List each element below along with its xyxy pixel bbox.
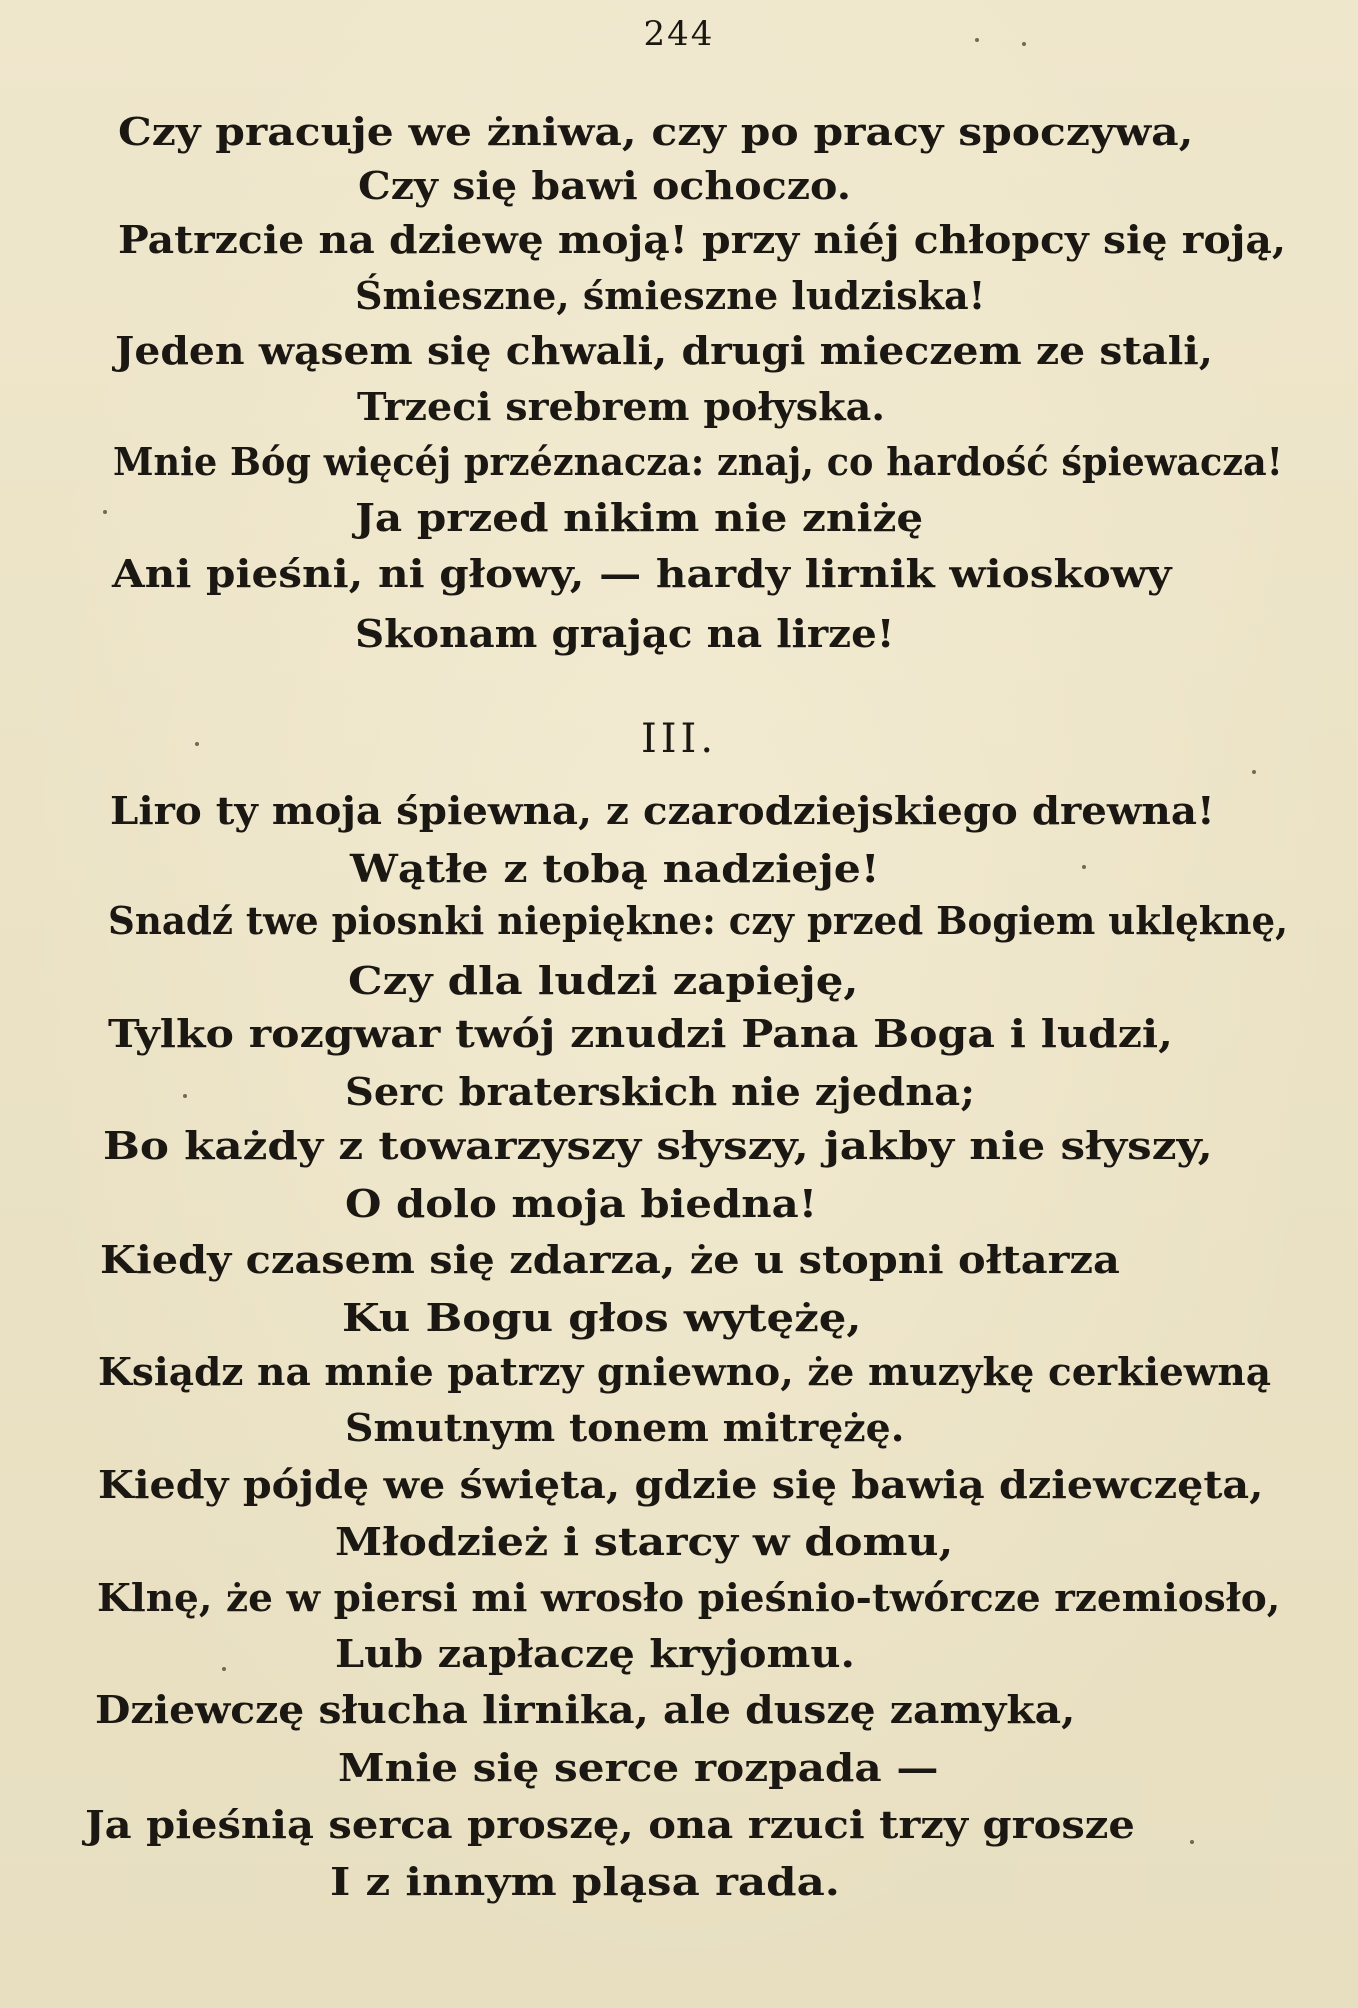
verse-line: Ku Bogu głos wytężę, (342, 1295, 862, 1340)
verse-line: Ksiądz na mnie patrzy gniewno, że muzykę cerkiewną (98, 1349, 1272, 1394)
verse-line: Liro ty moja śpiewna, z czarodziejskiego drewna! (110, 788, 1215, 833)
verse-line: Lub zapłaczę kryjomu. (335, 1631, 855, 1676)
verse-line: Mnie Bóg więcéj przéznacza: znaj, co hardość śpiewacza! (113, 439, 1283, 484)
verse-line: Kiedy pójdę we święta, gdzie się bawią dziewczęta, (98, 1462, 1264, 1507)
verse-line: Klnę, że w piersi mi wrosło pieśnio-twórcze rzemiosło, (97, 1575, 1281, 1620)
verse-line: Trzeci srebrem połyska. (357, 384, 886, 429)
verse-line: Tylko rozgwar twój znudzi Pana Boga i ludzi, (108, 1011, 1173, 1056)
verse-line: Patrzcie na dziewę moją! przy niéj chłopcy się roją, (118, 217, 1287, 262)
verse-line: Dziewczę słucha lirnika, ale duszę zamyka, (95, 1687, 1076, 1732)
paper-speck (222, 1667, 226, 1671)
paper-speck (1082, 865, 1086, 869)
paper-speck (975, 38, 979, 42)
page-number: 244 (643, 14, 715, 54)
verse-line: Jeden wąsem się chwali, drugi mieczem ze stali, (115, 328, 1214, 373)
section-heading: III. (640, 716, 718, 762)
paper-speck (183, 1094, 187, 1098)
verse-line: Wątłe z tobą nadzieje! (350, 846, 880, 891)
verse-line: Młodzież i starcy w domu, (335, 1519, 954, 1564)
verse-line: Kiedy czasem się zdarza, że u stopni ołtarza (100, 1237, 1120, 1282)
verse-line: Czy się bawi ochoczo. (358, 163, 852, 208)
verse-line: Bo każdy z towarzyszy słyszy, jakby nie słyszy, (103, 1123, 1213, 1168)
verse-line: Czy dla ludzi zapieję, (348, 958, 859, 1003)
verse-line: Ani pieśni, ni głowy, — hardy lirnik wioskowy (112, 551, 1172, 596)
verse-line: O dolo moja biedna! (345, 1181, 818, 1226)
verse-line: Mnie się serce rozpada — (338, 1745, 939, 1790)
paper-speck (1252, 770, 1256, 774)
verse-line: Smutnym tonem mitrężę. (345, 1405, 905, 1450)
paper-speck (195, 742, 199, 746)
paper-speck (1190, 1840, 1194, 1844)
paper-speck (1022, 42, 1026, 46)
verse-line: I z innym pląsa rada. (330, 1859, 840, 1904)
verse-line: Ja przed nikim nie zniżę (355, 495, 924, 540)
verse-line: Ja pieśnią serca proszę, ona rzuci trzy grosze (85, 1802, 1135, 1847)
verse-line: Śmieszne, śmieszne ludziska! (355, 273, 986, 318)
verse-line: Czy pracuje we żniwa, czy po pracy spoczywa, (118, 109, 1194, 154)
paper-speck (103, 510, 107, 514)
verse-line: Serc braterskich nie zjedna; (345, 1069, 975, 1114)
verse-line: Snadź twe piosnki niepiękne: czy przed Bogiem uklęknę, (108, 898, 1289, 943)
verse-line: Skonam grając na lirze! (355, 611, 895, 656)
